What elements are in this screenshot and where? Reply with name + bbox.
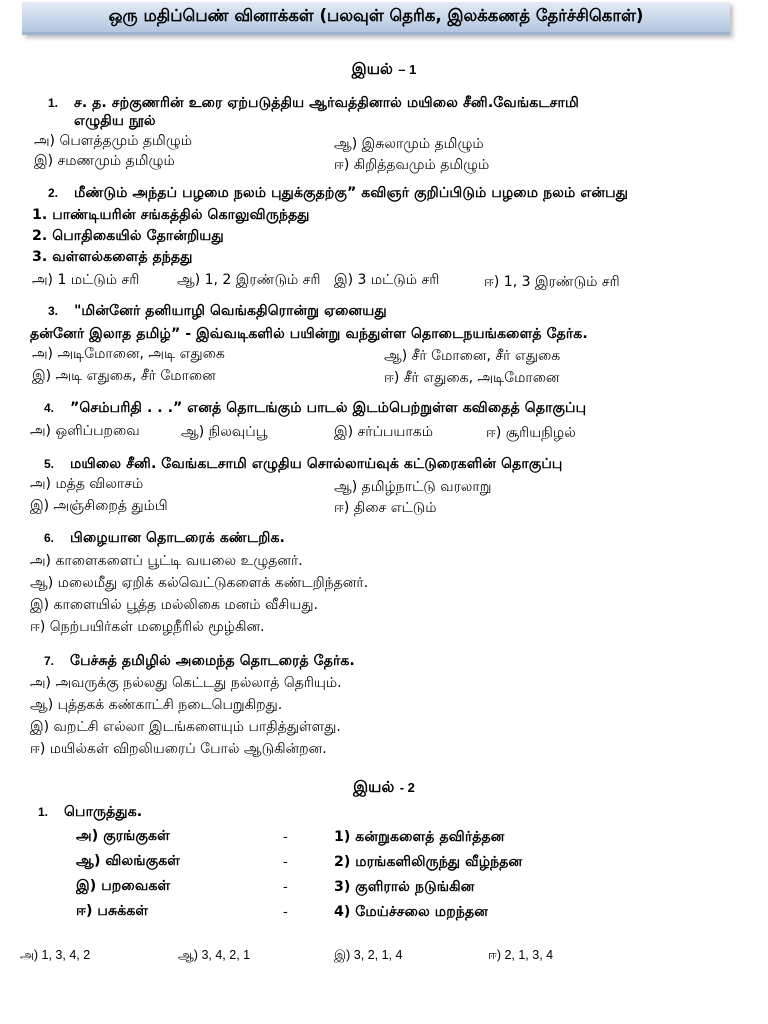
q1-option-b: ஆ) இசுலாமும் தமிழும் [334, 136, 484, 152]
q4-stem: 4. ”செம்பரிதி . . .” எனத் தொடங்கும் பாடல் இடம்பெற்றுள்ள கவிதைத் தொகுப்பு [44, 400, 587, 416]
match-left-2: ஆ) விலங்குகள் [76, 853, 181, 869]
match-dash-4: - [283, 905, 288, 920]
match-left-1: அ) குரங்குகள் [76, 828, 170, 844]
page-header-banner [22, 2, 730, 35]
match-dash-2: - [283, 855, 288, 870]
header-title: ஒரு மதிப்பெண் வினாக்கள் (பலவுள் தெரிக, இலக்கணத் தேர்ச்சிகொள்) [108, 6, 644, 25]
q6-option-b: ஆ) மலைமீது ஏறிக் கல்வெட்டுகளைக் கண்டறிந்தனர். [30, 575, 369, 591]
q3-option-c: இ) அடி எதுகை, சீர் மோனை [32, 368, 216, 384]
q3-option-d: ஈ) சீர் எதுகை, அடிமோனை [384, 370, 560, 386]
q1-stem-line2: எழுதிய நூல் [74, 113, 156, 129]
q5-option-b: ஆ) தமிழ்நாட்டு வரலாறு [334, 479, 492, 495]
q2-statement-2: 2. பொதிகையில் தோன்றியது [32, 228, 224, 244]
q2-option-b: ஆ) 1, 2 இரண்டும் சரி [177, 272, 321, 288]
q2-option-c: இ) 3 மட்டும் சரி [334, 272, 440, 288]
q2-statement-3: 3. வள்ளல்களைத் தந்தது [32, 249, 193, 265]
q5-stem: 5. மயிலை சீனி. வேங்கடசாமி எழுதிய சொல்லாய்வுக் கட்டுரைகளின் தொகுப்பு [44, 456, 563, 472]
match-left-3: இ) பறவைகள் [76, 878, 171, 894]
q6-option-a: அ) காளைகளைப் பூட்டி வயலை உழுதனர். [30, 553, 303, 569]
section-2-title: இயல் - 2 [353, 778, 415, 796]
match-dash-3: - [283, 880, 288, 895]
match-right-1: 1) கன்றுகளைத் தவிர்த்தன [334, 829, 505, 845]
q1-option-a: அ) பௌத்தமும் தமிழும் [34, 133, 193, 149]
match-dash-1: - [283, 830, 288, 845]
q5-option-c: இ) அஞ்சிறைத் தும்பி [30, 498, 168, 514]
q6-stem: 6. பிழையான தொடரைக் கண்டறிக. [44, 530, 285, 546]
q2-option-a: அ) 1 மட்டும் சரி [32, 272, 140, 288]
q3-option-a: அ) அடிமோனை, அடி எதுகை [32, 346, 225, 362]
q1-stem-line1: 1. ச. த. சற்குணரின் உரை ஏற்படுத்திய ஆர்வத்தினால் மயிலை சீனி.வேங்கடசாமி [48, 95, 579, 111]
s2-q1-option-a: அ) 1, 3, 4, 2 [20, 948, 91, 962]
match-right-2: 2) மரங்களிலிருந்து வீழ்ந்தன [334, 854, 523, 870]
q5-option-a: அ) மத்த விலாசம் [30, 476, 144, 492]
q2-stem: 2. மீண்டும் அந்தப் பழமை நலம் புதுக்குதற்கு” கவிஞர் குறிப்பிடும் பழமை நலம் என்பது [48, 185, 629, 201]
q6-option-d: ஈ) நெற்பயிர்கள் மழைநீரில் மூழ்கின. [30, 619, 265, 635]
q4-option-b: ஆ) நிலவுப்பூ [181, 424, 268, 440]
q2-statement-1: 1. பாண்டியரின் சங்கத்தில் கொலுவிருந்தது [32, 207, 310, 223]
q7-option-d: ஈ) மயில்கள் விறலியரைப் போல் ஆடுகின்றன. [30, 741, 327, 757]
q4-option-c: இ) சர்ப்பயாகம் [334, 424, 433, 440]
q4-option-d: ஈ) சூரியநிழல் [486, 425, 576, 441]
q3-stem-line1: 3. "மின்னேர் தனியாழி வெங்கதிரொன்று ஏனையது [48, 303, 387, 319]
s2-q1-option-b: ஆ) 3, 4, 2, 1 [178, 948, 251, 962]
q1-option-c: இ) சமணமும் தமிழும் [34, 153, 175, 169]
q1-option-d: ஈ) கிறித்தவமும் தமிழும் [334, 157, 490, 173]
s2-q1-stem: 1. பொருத்துக. [38, 804, 143, 820]
q2-option-d: ஈ) 1, 3 இரண்டும் சரி [484, 274, 620, 290]
s2-q1-option-c: இ) 3, 2, 1, 4 [334, 948, 403, 962]
match-right-3: 3) குளிரால் நடுங்கின [334, 879, 475, 895]
q7-option-a: அ) அவருக்கு நல்லது கெட்டது நல்லாத் தெரியும். [30, 675, 342, 691]
q7-stem: 7. பேச்சுத் தமிழில் அமைந்த தொடரைத் தேர்க. [44, 653, 355, 669]
q3-option-b: ஆ) சீர் மோனை, சீர் எதுகை [384, 348, 561, 364]
s2-q1-option-d: ஈ) 2, 1, 3, 4 [488, 948, 554, 962]
section-1-title: இயல் – 1 [351, 60, 417, 78]
q5-option-d: ஈ) திசை எட்டும் [334, 500, 437, 516]
q7-option-b: ஆ) புத்தகக் கண்காட்சி நடைபெறுகிறது. [30, 697, 283, 713]
match-left-4: ஈ) பசுக்கள் [76, 903, 149, 919]
q4-option-a: அ) ஒளிப்பறவை [30, 423, 140, 439]
q7-option-c: இ) வறட்சி எல்லா இடங்களையும் பாதித்துள்ளது. [30, 719, 341, 735]
q6-option-c: இ) காளையில் பூத்த மல்லிகை மனம் வீசியது. [30, 597, 318, 613]
q3-stem-line2: தன்னேர் இலாத தமிழ்” - இவ்வடிகளில் பயின்று வந்துள்ள தொடைநயங்களைத் தேர்க. [30, 326, 588, 342]
match-right-4: 4) மேய்ச்சலை மறந்தன [334, 904, 488, 920]
